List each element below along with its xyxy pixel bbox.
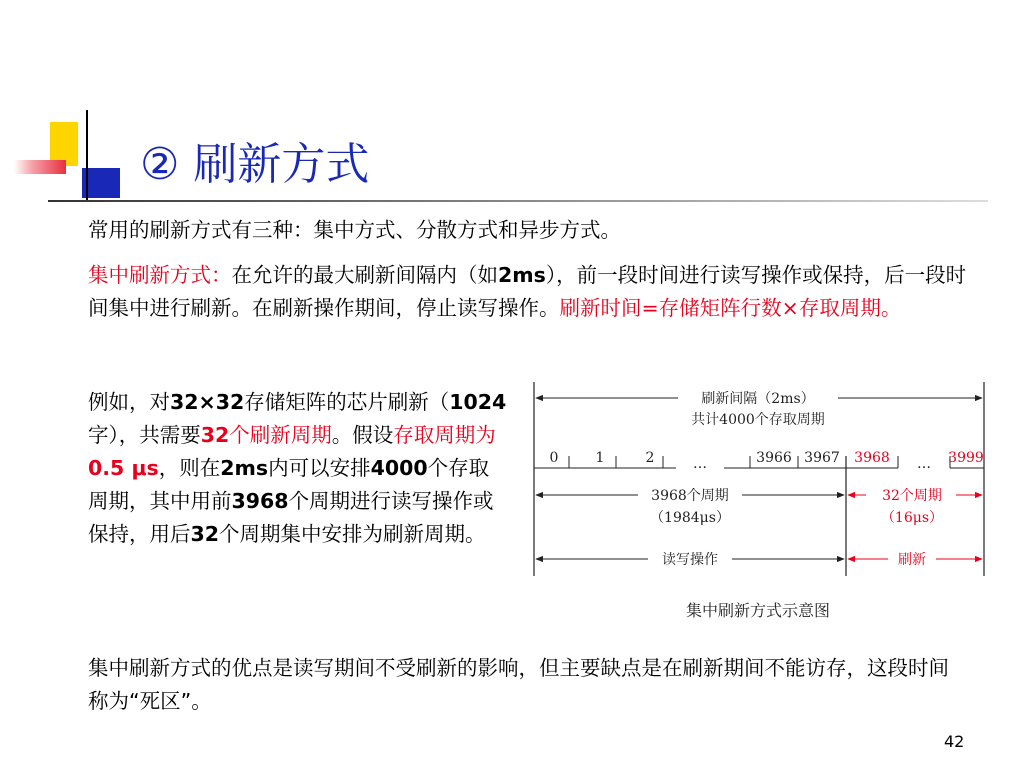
total-cycles-label: 共计4000个存取周期: [691, 412, 825, 428]
tick-label: 2: [645, 450, 655, 466]
example-text: 内可以安排: [268, 456, 371, 480]
example-matrix-size: 32×32: [170, 390, 245, 414]
example-access-cycle: 存取周期为: [393, 423, 496, 447]
rw-cycles-label: 3968个周期: [651, 488, 729, 504]
example-access-time: 0.5 μs: [88, 456, 159, 480]
decor-vertical-line: [86, 110, 88, 202]
example-rw-cycles: 3968: [231, 489, 289, 513]
example-text: 个周期进行读写操作或保持，用后: [88, 489, 494, 546]
page-number: 42: [944, 732, 965, 751]
example-text: 例如，对: [88, 390, 170, 414]
central-refresh-label: 集中刷新方式：: [88, 263, 232, 287]
example-text: 字），共需要: [88, 423, 201, 447]
example-text: 存储矩阵的芯片刷新（: [244, 390, 450, 414]
conclusion-paragraph: 集中刷新方式的优点是读写期间不受刷新的影响，但主要缺点是在刷新期间不能访存，这段时间称为“死区”。: [88, 656, 949, 713]
rw-op-label: 读写操作: [662, 552, 718, 568]
refresh-op-label: 刷新: [898, 552, 926, 568]
example-interval: 2ms: [220, 456, 269, 480]
intro-paragraph: 常用的刷新方式有三种：集中方式、分散方式和异步方式。: [88, 218, 621, 242]
central-text-2: ），前一段时间进行读写操作或保持，后一段时间集中进行刷新。在刷新操作期间，停止读写操作。: [88, 263, 967, 320]
title-underline: [48, 200, 988, 202]
example-refresh-cycles: 个刷新周期: [229, 423, 332, 447]
central-refresh-diagram: [528, 376, 990, 626]
diagram-caption: 集中刷新方式示意图: [685, 601, 831, 620]
central-text-2ms: 2ms: [498, 263, 546, 287]
example-refresh-cycles-count: 32: [190, 522, 220, 546]
refresh-cycles-label: 32个周期: [882, 488, 942, 504]
tick-label-refresh-start: 3968: [854, 450, 890, 466]
example-text: ，则在: [158, 456, 221, 480]
central-refresh-paragraph: [88, 259, 968, 325]
tick-label: 3967: [804, 450, 840, 466]
example-text: 个存取周期，其中用前: [88, 456, 490, 513]
tick-label-refresh-end: 3999: [948, 450, 984, 466]
example-text: 。假设: [331, 423, 394, 447]
tick-ellipsis: …: [693, 456, 707, 472]
tick-label: 3966: [756, 450, 792, 466]
example-paragraph: [88, 386, 508, 551]
example-text: 个周期集中安排为刷新周期。: [219, 522, 486, 546]
tick-label: 1: [595, 450, 605, 466]
refresh-time-label: （16μs）: [880, 510, 944, 526]
tick-label: 0: [549, 450, 559, 466]
example-refresh-count: 32: [200, 423, 230, 447]
page-title: ② 刷新方式: [140, 139, 370, 190]
decor-red-bar: [14, 160, 66, 174]
example-total-cycles: 4000: [370, 456, 428, 480]
rw-time-label: （1984μs）: [650, 510, 730, 526]
refresh-time-formula: 刷新时间=存储矩阵行数×存取周期。: [559, 296, 902, 320]
example-word-count: 1024: [449, 390, 507, 414]
interval-label: 刷新间隔（2ms）: [701, 391, 815, 407]
central-text-1: 在允许的最大刷新间隔内（如: [231, 263, 498, 287]
tick-ellipsis: …: [917, 456, 931, 472]
